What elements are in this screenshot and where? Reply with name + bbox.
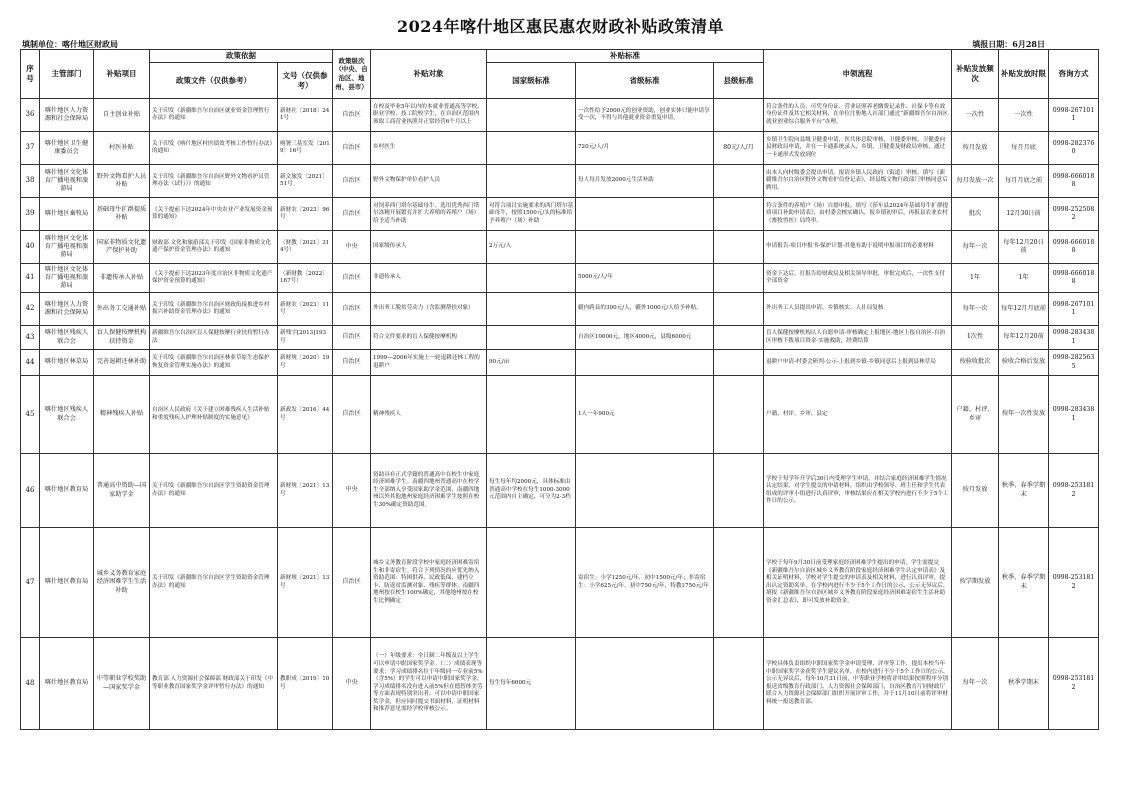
header-national: 国家级标准 [487, 63, 576, 99]
time-cell: 一次性 [999, 99, 1049, 132]
seq-cell: 41 [21, 264, 40, 293]
county-standard-cell [714, 198, 764, 231]
level-cell: 自治区 [333, 293, 371, 326]
seq-cell: 43 [21, 326, 40, 350]
table-row [21, 454, 1099, 528]
target-cell: 野外文物保护单位看护人员 [371, 165, 487, 198]
county-standard-cell [714, 638, 764, 730]
filler-unit: 填制单位：喀什地区财政局 [22, 39, 118, 49]
seq-cell: 36 [21, 99, 40, 132]
phone-cell: 0998-2531812 [1049, 638, 1099, 730]
item-cell: 村医补贴 [94, 132, 150, 165]
table-row [21, 264, 1099, 293]
seq-cell: 38 [21, 165, 40, 198]
header-target: 补贴对象 [371, 50, 487, 99]
freq-cell: 户籍、村评、乡审 [952, 376, 999, 454]
item-cell: 城乡义务教育家庭经济困难学生生活补助 [94, 528, 150, 638]
doc-no-cell: 新财规〔2020〕19号 [278, 350, 333, 376]
process-cell: 申请报告-项目申报书-保护计划-其他有助于说明申报项目的必要材料 [764, 231, 952, 264]
dept-cell: 喀什地区文化体育广播电视和旅游局 [40, 264, 94, 293]
process-cell: 由本人向村级委会提出申请，报请乡镇人民政府（街道）审核，填写《新疆维吾尔自治区野外文物看护员登记表》，经县级文物行政部门审核同意后聘用。 [764, 165, 952, 198]
policy-doc-cell: 关于印发《喀什地区村医绩效考核工作暂行办法》的通知 [150, 132, 278, 165]
item-cell: 完善退耕还林补助 [94, 350, 150, 376]
provincial-standard-cell: 每人每月发放2000元生活补助 [576, 165, 714, 198]
freq-cell: 按月发放 [952, 132, 999, 165]
item-cell: 野外文物看护人员补贴 [94, 165, 150, 198]
seq-cell: 46 [21, 454, 40, 528]
phone-cell: 0998-6660188 [1049, 165, 1099, 198]
phone-cell: 0998-2531812 [1049, 454, 1099, 528]
time-cell: 验收合格后发放 [999, 350, 1049, 376]
header-doc-no: 文号（仅供参考） [278, 63, 333, 99]
dept-cell: 喀什地区教育局 [40, 528, 94, 638]
dept-cell: 喀什地区教育局 [40, 638, 94, 730]
process-cell: 符合条件的养殖户（场）自愿申报，填写《莎车县2024年基础母牛扩群提质项目补助申请表》，由村委会核实确认，报乡镇初审后，再报县农业农村（畜牧兽医）局终审。 [764, 198, 952, 231]
freq-cell: 一次性 [952, 99, 999, 132]
target-cell: 国家级传承人 [371, 231, 487, 264]
provincial-standard-cell [576, 198, 714, 231]
policy-doc-cell: 《关于提前下达2024年中央农业产业发展资金预算的通知》 [150, 198, 278, 231]
table-row [21, 350, 1099, 376]
dept-cell: 喀什地区卫生健康委员会 [40, 132, 94, 165]
table-row [21, 165, 1099, 198]
header-phone: 咨询方式 [1049, 50, 1099, 99]
header-item: 补贴项目 [94, 50, 150, 99]
header-standard: 补贴标准 [487, 50, 764, 63]
time-cell: 每月月底 [999, 132, 1049, 165]
policy-doc-cell: 财政部 文化和旅游部关于印发《国家非物质文化遗产保护资金管理办法》的通知 [150, 231, 278, 264]
policy-doc-cell: 关于印发《新疆维吾尔自治区财政衔接推进乡村振兴补助资金管理办法》的通知 [150, 293, 278, 326]
freq-cell: 每月发放一次 [952, 165, 999, 198]
level-cell: 自治区 [333, 326, 371, 350]
national-standard-cell [487, 99, 576, 132]
provincial-standard-cell: 自治区10000元，地区4000元，县级6000元 [576, 326, 714, 350]
level-cell: 自治区 [333, 264, 371, 293]
doc-no-cell: 喀署三基室发〔2019〕16号 [278, 132, 333, 165]
doc-no-cell: 教职成〔2019〕10号 [278, 638, 333, 730]
county-standard-cell: 80元/人/月 [714, 132, 764, 165]
time-cell: 1年 [999, 264, 1049, 293]
policy-table [20, 49, 1099, 730]
freq-cell: 每年一次 [952, 293, 999, 326]
dept-cell: 喀什地区林草局 [40, 350, 94, 376]
county-standard-cell [714, 99, 764, 132]
dept-cell: 喀什地区畜牧局 [40, 198, 94, 231]
county-standard-cell [714, 264, 764, 293]
freq-cell: 批次 [952, 198, 999, 231]
item-cell: 中等职业学校奖助—国家奖学金 [94, 638, 150, 730]
provincial-standard-cell: 一次性给予2000元的创业资助，创业实体只能申请享受一次，不得与其他就业资金重复申请。 [576, 99, 714, 132]
freq-cell: 每年一次 [952, 231, 999, 264]
provincial-standard-cell [576, 350, 714, 376]
phone-cell: 0998-6660188 [1049, 264, 1099, 293]
phone-cell: 0998-2525082 [1049, 198, 1099, 231]
phone-cell: 0998-2671011 [1049, 99, 1099, 132]
phone-cell: 0998-2834381 [1049, 326, 1099, 350]
national-standard-cell: 每生每年6000元 [487, 638, 576, 730]
seq-cell: 40 [21, 231, 40, 264]
target-cell: 非遗传承人 [371, 264, 487, 293]
target-cell: 符合文件要求的盲人保健按摩机构 [371, 326, 487, 350]
doc-no-cell: 新文旅发〔2021〕51号 [278, 165, 333, 198]
process-cell: 户籍、村评、乡审、县定 [764, 376, 952, 454]
level-cell: 自治区 [333, 132, 371, 165]
dept-cell: 喀什地区人力资源和社会保障局 [40, 293, 94, 326]
level-cell: 自治区 [333, 350, 371, 376]
header-county: 县级标准 [714, 63, 764, 99]
national-standard-cell [487, 264, 576, 293]
policy-doc-cell: 关于印发《新疆维吾尔自治区野外文物看护员管理办法（试行）》的通知 [150, 165, 278, 198]
provincial-standard-cell [576, 638, 714, 730]
national-standard-cell [487, 293, 576, 326]
process-cell: 乡镇卫生院向县级卫健委申请，医共体总院审核，卫健委审核，卫健委向县财政局申请，并在一卡通系统录入，乡镇、卫健委及财政局审核，通过一卡通形式发放到位 [764, 132, 952, 165]
item-cell: 自主创业补贴 [94, 99, 150, 132]
policy-doc-cell: 关于印发《新疆维吾尔自治区林业草原生态保护恢复资金管理实施办法》的通知 [150, 350, 278, 376]
policy-doc-cell: 自治区人民政府《关于建立困难残疾人生活补贴和重度残疾人护理补贴制度的实施意见》 [150, 376, 278, 454]
table-row [21, 132, 1099, 165]
header-provincial: 省级标准 [576, 63, 714, 99]
phone-cell: 0998-6660188 [1049, 231, 1099, 264]
doc-no-cell: （财教〔2021〕314号） [278, 231, 333, 264]
target-cell: 城乡义务教育阶段学校中家庭经济困难寄宿生和非寄宿生。符合下列情况的应优先纳入资助范围：特困供养、民政低保、建档立卡、防返贫监测对象、残疾等群体。南疆四地州按在校生100%确定，其他地州按在校生比例确定 [371, 528, 487, 638]
time-cell: 每年12月20日前 [999, 231, 1049, 264]
county-standard-cell [714, 376, 764, 454]
seq-cell: 39 [21, 198, 40, 231]
document-title: 2024年喀什地区惠民惠农财政补贴政策清单 [396, 17, 725, 36]
process-cell: 资金下达后，打报告给财政局及相关领导审批，审批完成后，一次性支付全部资金 [764, 264, 952, 293]
county-standard-cell [714, 528, 764, 638]
doc-no-cell: 新财农〔2023〕11号 [278, 293, 333, 326]
item-cell: 基础母牛扩群提质补贴 [94, 198, 150, 231]
county-standard-cell [714, 350, 764, 376]
item-cell: 盲人保健按摩机构扶持资金 [94, 326, 150, 350]
process-cell: 外出务工人员提出申请、乡镇核实、人社局复核 [764, 293, 952, 326]
fill-date: 填报日期：6月28日 [972, 39, 1045, 49]
national-standard-cell [487, 376, 576, 454]
header-process: 申领流程 [764, 50, 952, 99]
national-standard-cell [487, 132, 576, 165]
level-cell: 自治区 [333, 198, 371, 231]
table-row [21, 198, 1099, 231]
time-cell: 秋季学期末 [999, 638, 1049, 730]
county-standard-cell [714, 231, 764, 264]
policy-doc-cell: 关于印发《新疆维吾尔自治区学生资助资金管理办法》的通知 [150, 528, 278, 638]
seq-cell: 37 [21, 132, 40, 165]
dept-cell: 喀什地区教育局 [40, 454, 94, 528]
time-cell: 秋季、春季学期末 [999, 528, 1049, 638]
phone-cell: 0998-2823760 [1049, 132, 1099, 165]
time-cell: 每年12月月底前 [999, 293, 1049, 326]
time-cell: 12月30日前 [999, 198, 1049, 231]
target-cell: 外出务工脱贫劳动力（含监测帮扶对象） [371, 293, 487, 326]
provincial-standard-cell: 疆内跨县的300元/人，疆外1000元/人给予补贴。 [576, 293, 714, 326]
phone-cell: 0998-2834381 [1049, 376, 1099, 454]
process-cell: 学校于每年9月30日前受理家庭经济困难学生提出的申请，学生需提交《新疆维吾尔自治区城乡义务教育阶段家庭经济困难学生认定申请表》及相关证明材料，学校对学生提交的申请表及相关材料，进行认真评审，提出认定资助名单，在学校内进行不少于5个工作日的公示，公示无异议后，填报《新疆维吾尔自治区城乡义务教育阶段家庭经济困难寄宿生生活补助资金汇总表》，即可发放补助资金。 [764, 528, 952, 638]
table-row [21, 99, 1099, 132]
header-seq: 序号 [21, 50, 40, 99]
target-cell: 在校及毕业5年以内的本就业普通高等学校、职业学校、技工院校学生，在自治区范围内领取工商营业执照并正常经营6个月以上 [371, 99, 487, 132]
level-cell: 自治区 [333, 165, 371, 198]
provincial-standard-cell: 1人一年900元 [576, 376, 714, 454]
header-policy-doc: 政策文件（仅供参考） [150, 63, 278, 99]
doc-no-cell: 新残字[2013]193号 [278, 326, 333, 350]
level-cell: 自治区 [333, 376, 371, 454]
table-row [21, 326, 1099, 350]
time-cell: 每年12月20前 [999, 326, 1049, 350]
provincial-standard-cell [576, 231, 714, 264]
target-cell: 精神残疾人 [371, 376, 487, 454]
county-standard-cell [714, 326, 764, 350]
process-cell: 符合条件的人员，可凭身份证、营业证照养老缴费记录件、社保卡等有效身份证件及其它相关材料，在单位注册地人社部门通过“新疆维吾尔自治区就业创业综合服务平台”办理。 [764, 99, 952, 132]
process-cell: 学校于每学年开学后30日内受理学生申请，并结合家庭经济困难学生情况认定结果，对学生提交的申请材料，组织由学校领导、班主任和学生代表组成的评审小组进行认真评审，审核结果应在相关学校内进行不少于5个工作日的公示。 [764, 454, 952, 528]
table-row [21, 528, 1099, 638]
freq-cell: 按学期发放 [952, 528, 999, 638]
national-standard-cell: 对符合项目实施要求的西门塔尔基础母牛，按照1500元/头的标准给予养殖户（场）补助 [487, 198, 576, 231]
county-standard-cell [714, 293, 764, 326]
target-cell: 1999—2006年实施上一轮退耕还林工程的退耕户 [371, 350, 487, 376]
table-row [21, 376, 1099, 454]
target-cell: 资助具有正式学籍的普通高中在校生中家庭经济困难学生。南疆四地州普通高中在校学生全部纳入享受国家助学金范围，南疆四地州以外其他地州家庭经济困难学生按照在校生30%确定资助范围。 [371, 454, 487, 528]
level-cell: 中央 [333, 638, 371, 730]
policy-doc-cell: 教育部 人力资源社会保障部 财政部关于印发《中等职业教育国家奖学金评审暂行办法》的通知 [150, 638, 278, 730]
national-standard-cell: 90元/亩 [487, 350, 576, 376]
seq-cell: 44 [21, 350, 40, 376]
table-row [21, 293, 1099, 326]
provincial-standard-cell [576, 454, 714, 528]
freq-cell: 1年 [952, 264, 999, 293]
item-cell: 非遗传承人补贴 [94, 264, 150, 293]
time-cell: 按年一次性发放 [999, 376, 1049, 454]
doc-no-cell: 新财规〔2021〕13号 [278, 528, 333, 638]
header-time: 补贴发放时限 [999, 50, 1049, 99]
process-cell: 学校具体负责组织中职国家奖学金申请受理、评审等工作，提出本校当年中职国家奖学金获奖学生建议名单，在校内进行不少于5个工作日的公示，公示无异议后，每年10月31日前，中等职业学校将评审结果按照程序分别报送省级教育行政部门、人力资源社会保障部门，自治区教育厅同财政厅联合人力资源社会保障部门组织开展评审工作，并于11月10日前将评审材料统一报送教育部。 [764, 638, 952, 730]
doc-no-cell: 新财农〔2023〕96号 [278, 198, 333, 231]
seq-cell: 45 [21, 376, 40, 454]
doc-no-cell: 新财规〔2021〕13号 [278, 454, 333, 528]
policy-doc-cell: 关于印发《新疆维吾尔自治区学生资助资金管理办法》的通知 [150, 454, 278, 528]
time-cell: 秋季、春季学期末 [999, 454, 1049, 528]
header-freq: 补贴发放频次 [952, 50, 999, 99]
process-cell: 盲人保健按摩机构认人自愿申请-审核确定上报地区-地区上报自治区-自治区审核下拨项目资金-实施救助，经费结算 [764, 326, 952, 350]
level-cell: 自治区 [333, 528, 371, 638]
item-cell: 国家非物质文化遗产保护补助 [94, 231, 150, 264]
target-cell: 对饲养西门塔尔基础母牛、选用优秀西门塔尔冻精开展繁育并扩大养殖的养殖户（场）给予适当补助 [371, 198, 487, 231]
header-dept: 主管部门 [40, 50, 94, 99]
doc-no-cell: 新财社〔2018〕241号 [278, 99, 333, 132]
dept-cell: 喀什地区文化体育广播电视和旅游局 [40, 165, 94, 198]
table-row [21, 638, 1099, 730]
item-cell: 外出务工交通补贴 [94, 293, 150, 326]
item-cell: 精神残疾人补贴 [94, 376, 150, 454]
doc-no-cell: 新政发〔2016〕44号 [278, 376, 333, 454]
provincial-standard-cell: 5000元/人/年 [576, 264, 714, 293]
doc-no-cell: （新财教〔2022〕167号） [278, 264, 333, 293]
policy-doc-cell: 新疆维吾尔自治区盲人保健按摩行业扶持暂行办法 [150, 326, 278, 350]
header-level: 政策级次（中央、自治区、地州、县市） [333, 50, 371, 99]
header-policy-basis: 政策依据 [150, 50, 333, 63]
national-standard-cell: 2万元/人 [487, 231, 576, 264]
level-cell: 中央 [333, 231, 371, 264]
freq-cell: 按验收批次 [952, 350, 999, 376]
phone-cell: 0998-2531812 [1049, 528, 1099, 638]
level-cell: 自治区 [333, 99, 371, 132]
table-row [21, 231, 1099, 264]
seq-cell: 42 [21, 293, 40, 326]
county-standard-cell [714, 454, 764, 528]
provincial-standard-cell: 寄宿生：小学1250元/年，初中1500元/年；非寄宿生：小学625元/年，初中750元/年，特教1750元/年 [576, 528, 714, 638]
phone-cell: 0998-2671011 [1049, 293, 1099, 326]
dept-cell: 喀什地区残疾人联合会 [40, 326, 94, 350]
dept-cell: 喀什地区人力资源和社会保障局 [40, 99, 94, 132]
level-cell: 中央 [333, 454, 371, 528]
national-standard-cell [487, 326, 576, 350]
provincial-standard-cell: 720元/人/月 [576, 132, 714, 165]
seq-cell: 47 [21, 528, 40, 638]
national-standard-cell: 每生每年均2000元，具体标准由普通高中学校在每生1000-3000元范围内自主确定，可分为2-3档 [487, 454, 576, 528]
county-standard-cell [714, 165, 764, 198]
freq-cell: 按月发放 [952, 454, 999, 528]
national-standard-cell [487, 165, 576, 198]
phone-cell: 0998-2825635 [1049, 350, 1099, 376]
target-cell: 乡村医生 [371, 132, 487, 165]
policy-doc-cell: 关于印发《新疆维吾尔自治区就业资金管理暂行办法》的通知 [150, 99, 278, 132]
national-standard-cell [487, 528, 576, 638]
dept-cell: 喀什地区文化体育广播电视和旅游局 [40, 231, 94, 264]
target-cell: （一）年级要求：全日制二年级及以上学生可以申请中职国家奖学金。（二）成绩表现等要求：学习成绩排名位于年级同一专业前5%（含5%）的学生可以申请中职国家奖学金，学习成绩排名没有进入前5%但在德智体美劳等方面表现特别突出者，可以申请中职国家奖学金，但应同时提交书面材料，证明材料和推荐意见需经学校审核公示。 [371, 638, 487, 730]
seq-cell: 48 [21, 638, 40, 730]
freq-cell: 1次性 [952, 326, 999, 350]
time-cell: 每月月底之前 [999, 165, 1049, 198]
item-cell: 普通高中资助—国家助学金 [94, 454, 150, 528]
policy-doc-cell: 《关于提前下达2023年度自治区非物质文化遗产保护资金预算的通知》 [150, 264, 278, 293]
process-cell: 退耕户申请-村委会研判-公示-上报到乡镇-乡镇同意后上报到县林草局 [764, 350, 952, 376]
table-body [21, 99, 1099, 730]
freq-cell: 每年一次 [952, 638, 999, 730]
dept-cell: 喀什地区残疾人联合会 [40, 376, 94, 454]
